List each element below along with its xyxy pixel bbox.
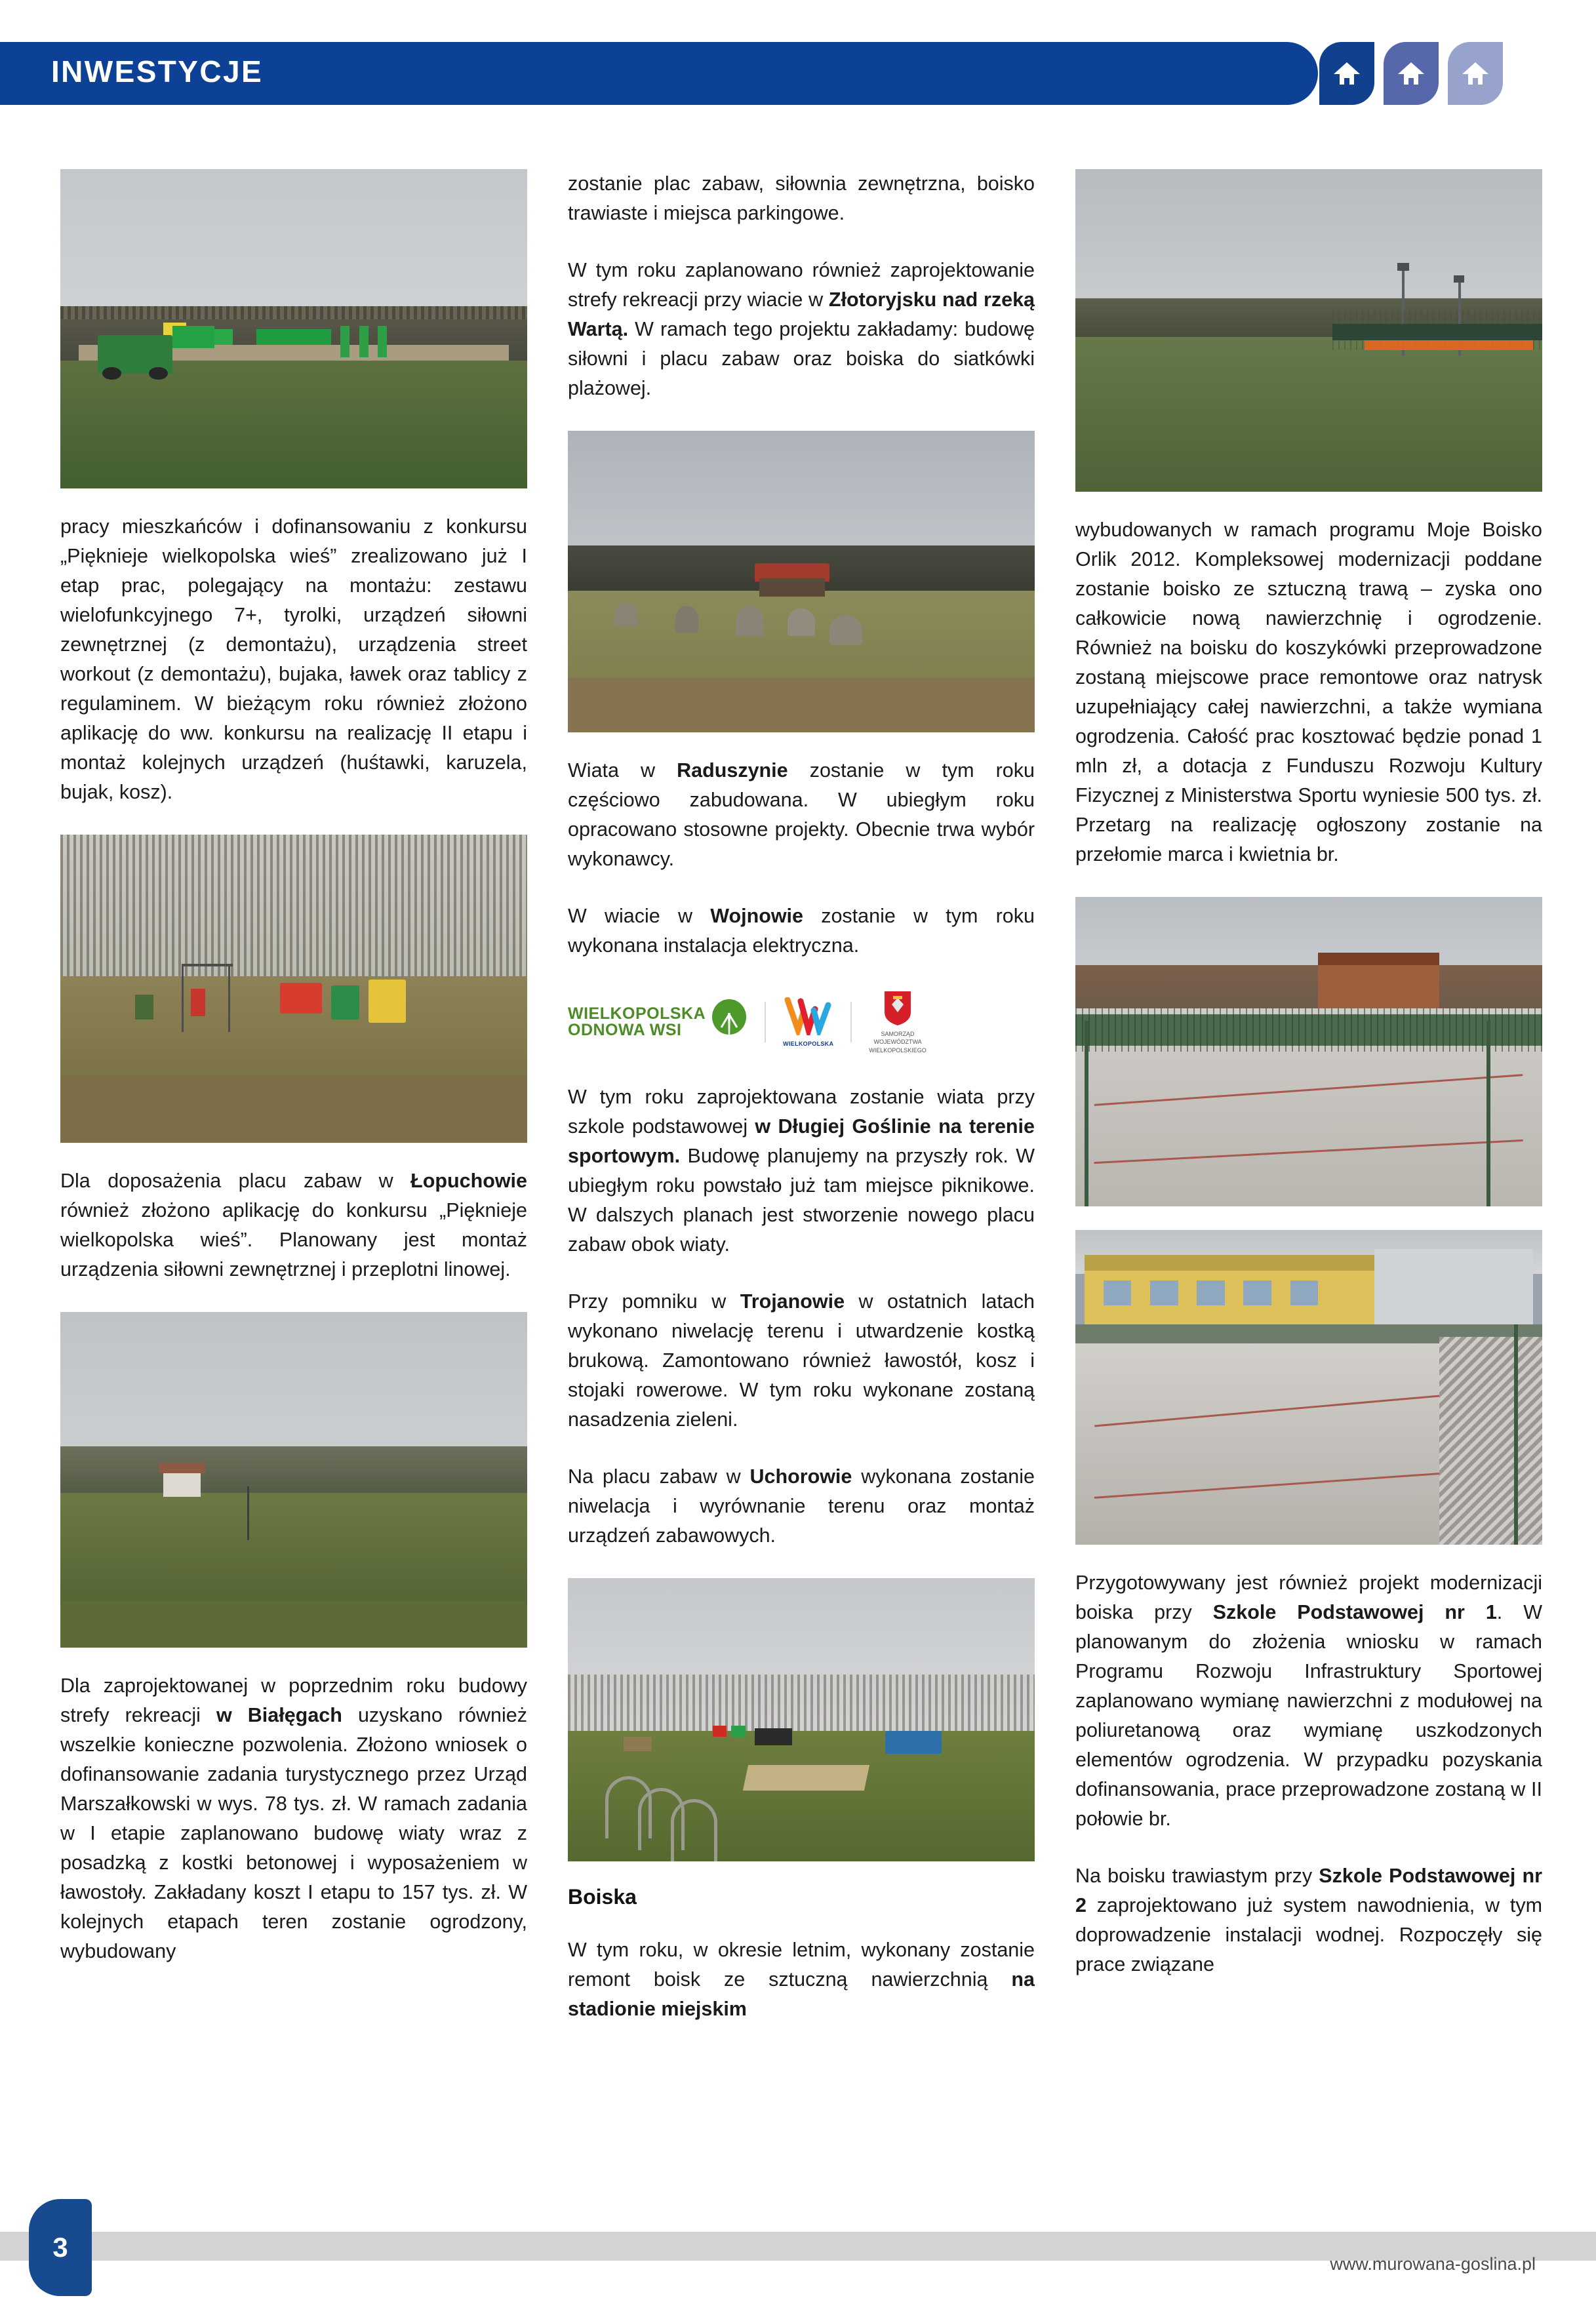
logo-odnowa-line1: WIELKOPOLSKA <box>568 1004 706 1023</box>
photo-school-sports-court <box>1075 1230 1542 1545</box>
subheading-boiska: Boiska <box>568 1885 637 1909</box>
logo-wielkopolska-odnowa-wsi <box>568 999 748 1046</box>
logo-divider-2 <box>850 1002 852 1042</box>
paragraph-szkola-podstawowa-2: Na boisku trawiastym przy Szkole Podstawowej nr 2 zaprojektowano już system nawodnienia, w tym doprowadzenie instalacji wodnej. Rozpoczęły się prace związane <box>1075 1865 1542 1975</box>
paragraph-zlotoryjsko: W tym roku zaplanowano również zaprojektowanie strefy rekreacji przy wiacie w Złotoryjsku nad rzeką Wartą. W ramach tego projektu zakładamy: budowę siłowni i placu zabaw oraz boiska do siatkówki plażowej. <box>568 259 1035 399</box>
photo-playground-lopuchowo <box>60 169 527 488</box>
paragraph-wojnowo: W wiacie w Wojnowie zostanie w tym roku wykonana instalacja elektryczna. <box>568 905 1035 957</box>
photo-recreation-area-bike-racks <box>568 1578 1035 1861</box>
house-icon-dark <box>1319 42 1374 105</box>
paragraph-bialegi: Dla zaprojektowanej w poprzednim roku budowy strefy rekreacji w Białęgach uzyskano również wszelkie konieczne pozwolenia. Złożono wniosek o dofinansowanie zadania turystycznego przez Urząd Marszałkowski w wys. 78 tys. zł. W ramach zadania w I etapie zaplanowano budowę wiaty wraz z posadzką z kostki betonowej i wyposażeniem w ławostoły. Zakładany koszt I etapu to 157 tys. zł. W kolejnych etapach teren zostanie ogrodzony, wybudowany <box>60 1675 527 1962</box>
footer-website-url: www.murowana-goslina.pl <box>1330 2254 1536 2274</box>
photo-park-playground <box>60 835 527 1143</box>
paragraph-stadion-miejski: W tym roku, w okresie letnim, wykonany zostanie remont boisk ze sztuczną nawierzchnią na stadionie miejskim <box>568 1939 1035 2020</box>
page-number: 3 <box>52 2232 68 2263</box>
tree-icon <box>711 999 748 1046</box>
paragraph-raduszyn: Wiata w Raduszynie zostanie w tym roku częściowo zabudowana. W ubiegłym roku opracowano stosowne projekty. Obecnie trwa wybór wykonawcy. <box>568 759 1035 870</box>
header-icon-group <box>1319 42 1503 105</box>
funding-logo-strip <box>568 988 1035 1056</box>
column-3 <box>1075 169 1542 1979</box>
paragraph-uchorowo: Na placu zabaw w Uchorowie wykonana zostanie niwelacja i wyrównanie terenu oraz montaż urządzeń zabawowych. <box>568 1465 1035 1547</box>
page-title: INWESTYCJE <box>51 54 264 89</box>
column-2 <box>568 169 1035 2024</box>
house-icon-mid <box>1384 42 1439 105</box>
photo-boulders-gazebo <box>568 431 1035 732</box>
paragraph-lopuchowo-stage1: pracy mieszkańców i dofinansowaniu z konkursu „Pięknieje wielkopolska wieś” zrealizowano już I etap prac, polegający na montażu: zestawu wielofunkcyjnego 7+, tyrolki, urządzeń siłowni zewnętrznej (z demontażu), urządzenia street workout (z demontażu), bujaka, ławek oraz tablicy z regulaminem. W bieżącym roku również złożono aplikację do ww. konkursu na realizację II etapu i montaż kolejnych urządzeń (huśtawki, karuzela, bujak, kosz). <box>60 515 527 803</box>
crest-line-1: SAMORZĄD <box>881 1031 915 1038</box>
paragraph-lopuchowo-application: Dla doposażenia placu zabaw w Łopuchowie również złożono aplikację do konkursu „Pięknieje wielkopolska wieś”. Planowany jest montaż urządzenia siłowni zewnętrznej i przeplotni linowej. <box>60 1170 527 1280</box>
paragraph-orlik-modernization: wybudowanych w ramach programu Moje Boisko Orlik 2012. Kompleksowej modernizacji poddane zostanie boisko ze sztuczną trawą – zyska ono całkowicie nową nawierzchnię i ogrodzenie. Również na boisku do koszykówki przeprowadzone zostaną miejscowe prace remontowe oraz natrysk uzupełniający całej nawierzchni, a także wymiana ogrodzenia. Całość prac kosztować będzie ponad 1 mln zł, a dotacja z Funduszu Rozwoju Kultury Fizycznej z Ministerstwa Sportu wyniesie 500 tys. zł. Przetarg na realizację ogłoszony zostanie na przełomie marca i kwietnia br. <box>1075 519 1542 865</box>
logo-w-label: WIELKOPOLSKA <box>783 1041 834 1047</box>
logo-wielkopolska-crest <box>869 990 927 1054</box>
logo-divider-1 <box>765 1002 766 1042</box>
crest-line-2: WOJEWÓDZTWA <box>873 1039 922 1046</box>
photo-artificial-turf-pitch <box>1075 169 1542 492</box>
crest-line-3: WIELKOPOLSKIEGO <box>869 1046 927 1054</box>
photo-sports-court-fenced <box>1075 897 1542 1206</box>
paragraph-szkola-podstawowa-1: Przygotowywany jest również projekt modernizacji boiska przy Szkole Podstawowej nr 1. W planowanym do złożenia wniosku w ramach Programu Rozwoju Infrastruktury Sportowej zaplanowano wymianę nawierzchni z modułowej na poliuretanową oraz wymianę uszkodzonych elementów ogrodzenia. W przypadku pozyskania dofinansowania, prace przeprowadzone zostaną w II połowie br. <box>1075 1572 1542 1830</box>
paragraph-dluga-goslina: W tym roku zaprojektowana zostanie wiata przy szkole podstawowej w Długiej Goślinie na terenie sportowym. Budowę planujemy na przyszły rok. W ubiegłym roku powstało już tam miejsce piknikowe. W dalszych planach jest stworzenie nowego placu zabaw obok wiaty. <box>568 1086 1035 1256</box>
house-icon-light <box>1448 42 1503 105</box>
photo-field-bialegi <box>60 1312 527 1648</box>
logo-odnowa-line2: ODNOWA WSI <box>568 1021 682 1039</box>
paragraph-continuation-parking: zostanie plac zabaw, siłownia zewnętrzna, boisko trawiaste i miejsca parkingowe. <box>568 172 1035 224</box>
paragraph-trojanowo: Przy pomniku w Trojanowie w ostatnich latach wykonano niwelację terenu i utwardzenie kostką brukową. Zamontowano również ławostół, kosz i stojaki rowerowe. W tym roku wykonane zostaną nasadzenia zieleni. <box>568 1290 1035 1431</box>
logo-wielkopolska-w <box>783 997 833 1047</box>
column-1 <box>60 169 527 1966</box>
page-number-tab <box>29 2199 92 2296</box>
